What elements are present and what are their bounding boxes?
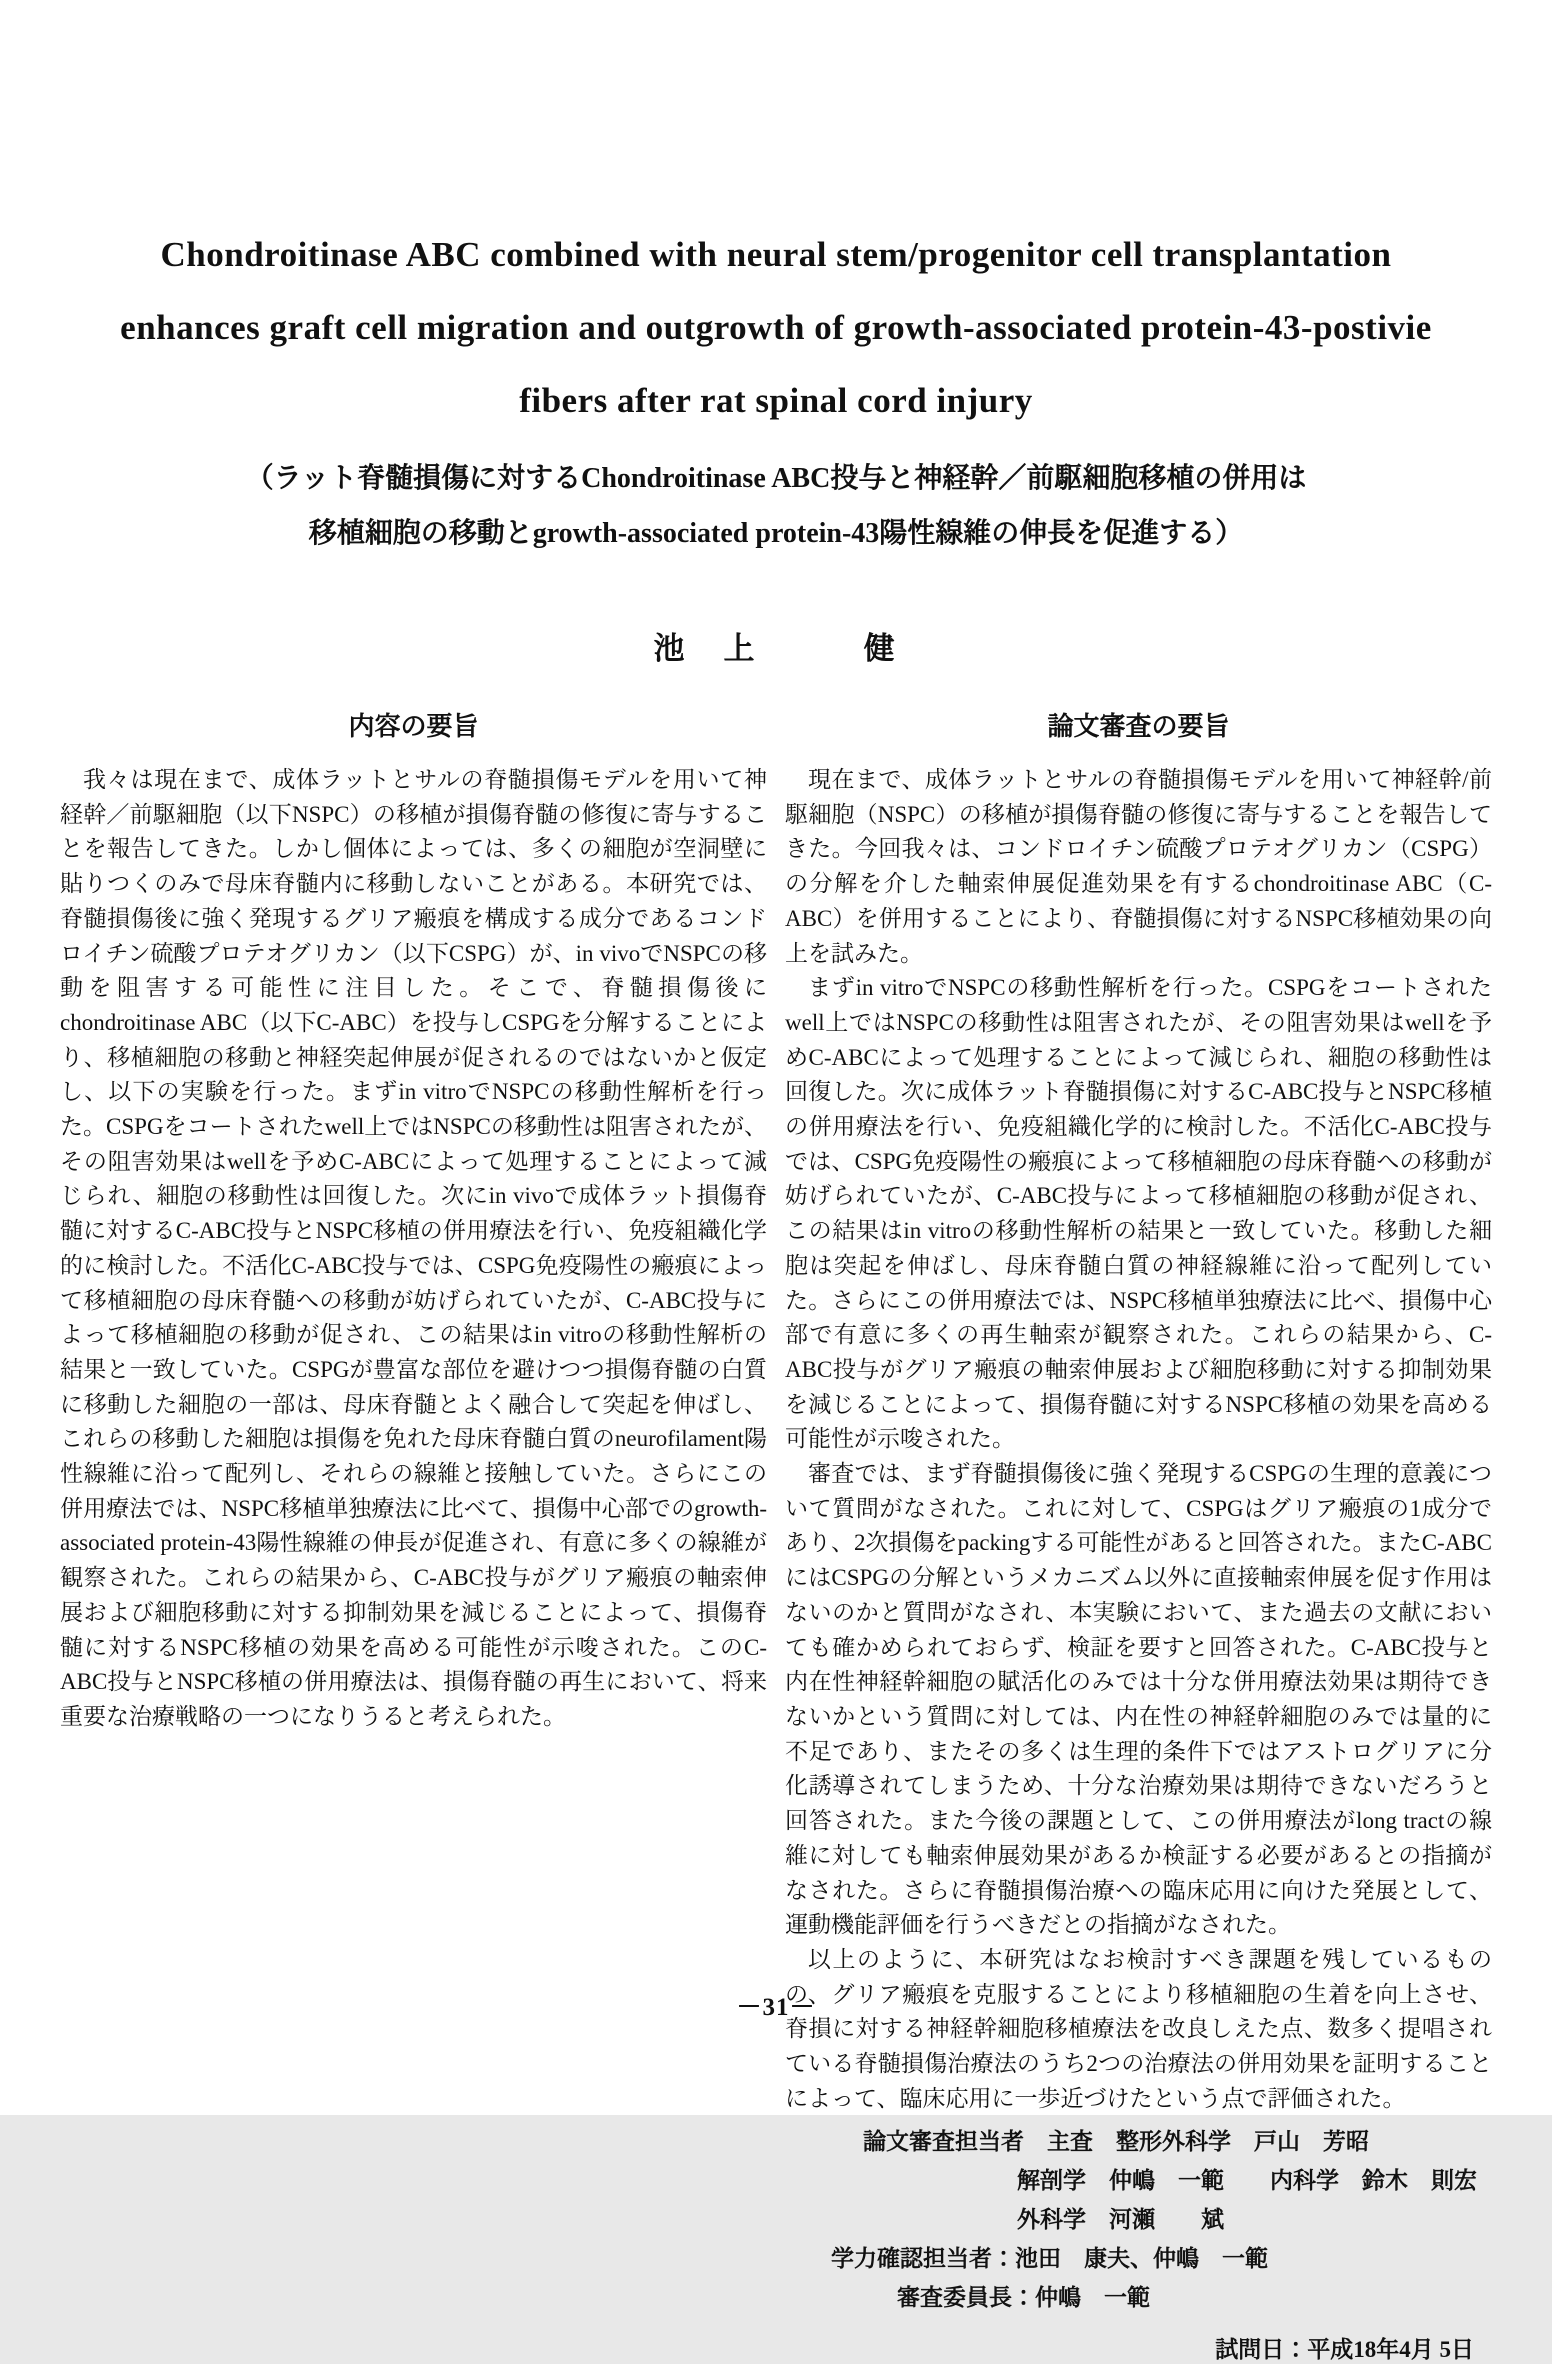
column-review-summary [785,706,1492,2364]
title-english-line-3: fibers after rat spinal cord injury [519,381,1033,420]
review-paragraph-3: 審査では、まず脊髄損傷後に強く発現するCSPGの生理的意義について質問がなされた。これに対して、CSPGはグリア瘢痕の1成分であり、2次損傷をpackingする可能性があると回答された。またC-ABCにはCSPGの分解というメカニズム以外に直接軸索伸展を促す作用はないのかと質問がなされ、本実験において、また過去の文献においても確かめられておらず、検証を要すと回答された。C-ABC投与と内在性神経幹細胞の賦活化のみでは十分な併用療法効果は期待できないかという質問に対しては、内在性の神経幹細胞のみでは量的に不足であり、またその多くは生理的条件下ではアストログリアに分化誘導されてしまうため、十分な治療効果は期待できないだろうと回答された。また今後の課題として、この併用療法がlong tractの線維に対しても軸索伸展効果があるか検証する必要があるとの指摘がなされた。さらに脊髄損傷治療への臨床応用に向けた発展として、運動機能評価を行うべきだとの指摘がなされた。 [785,1461,1492,1938]
committee-chair-line: 審査委員長：仲嶋 一範 [897,2285,1150,2311]
committee-examiners-line: 論文審査担当者 主査 整形外科学 戸山 芳昭 [863,2129,1369,2155]
committee-anatomy-internal-line: 解剖学 仲嶋 一範 内科学 鈴木 則宏 [1017,2168,1477,2194]
title-english-line-1: Chondroitinase ABC combined with neural stem/progenitor cell transplantation [160,235,1392,274]
committee-block [785,2122,1492,2317]
author-name: 池 上 健 [653,631,899,666]
committee-surgery-line: 外科学 河瀬 斌 [1017,2207,1224,2233]
title-japanese-line-1: （ラット脊髄損傷に対するChondroitinase ABC投与と神経幹／前駆細胞移植の併用は [245,463,1307,494]
academic-confirmation-line: 学力確認担当者：池田 康夫、仲嶋 一範 [831,2246,1268,2272]
two-column-body [0,706,1552,2364]
exam-date: 試問日：平成18年4月 5日 [1215,2337,1474,2363]
content-summary-paragraph: 我々は現在まで、成体ラットとサルの脊髄損傷モデルを用いて神経幹／前駆細胞（以下NSPC）の移植が損傷脊髄の修復に寄与することを報告してきた。しかし個体によっては、多くの細胞が空洞壁に貼りつくのみで母床脊髄内に移動しないことがある。本研究では、脊髄損傷後に強く発現するグリア瘢痕を構成する成分であるコンドロイチン硫酸プロテオグリカン（以下CSPG）が、in vivoでNSPCの移動を阻害する可能性に注目した。そこで、脊髄損傷後にchondroitinase ABC（以下C-ABC）を投与しCSPGを分解することにより、移植細胞の移動と神経突起伸展が促されるのではないかと仮定し、以下の実験を行った。まずin vitroでNSPCの移動性解析を行った。CSPGをコートされたwell上ではNSPCの移動性は阻害されたが、その阻害効果はwellを予めC-ABCによって処理することによって減じられ、細胞の移動性は回復した。次にin vivoで成体ラット損傷脊髄に対するC-ABC投与とNSPC移植の併用療法を行い、免疫組織化学的に検討した。不活化C-ABC投与では、CSPG免疫陽性の瘢痕によって移植細胞の母床脊髄への移動が妨げられていたが、C-ABC投与によって移植細胞の移動が促され、この結果はin vitroの移動性解析の結果と一致していた。CSPGが豊富な部位を避けつつ損傷脊髄の白質に移動した細胞の一部は、母床脊髄とよく融合して突起を伸ばし、これらの移動した細胞は損傷を免れた母床脊髄白質のneurofilament陽性線維に沿って配列し、それらの線維と接触していた。さらにこの併用療法では、NSPC移植単独療法に比べて、損傷中心部でのgrowth-associated protein-43陽性線維の伸長が促進され、有意に多くの線維が観察された。これらの結果から、C-ABC投与がグリア瘢痕の軸索伸展および細胞移動に対する抑制効果を減じることによって、損傷脊髄に対するNSPC移植の効果を高める可能性が示唆された。このC-ABC投与とNSPC移植の併用療法は、損傷脊髄の再生において、将来重要な治療戦略の一つになりうると考えられた。 [60,767,767,1729]
review-paragraph-2: まずin vitroでNSPCの移動性解析を行った。CSPGをコートされたwell上ではNSPCの移動性は阻害されたが、その阻害効果はwellを予めC-ABCによって処理することによって減じられ、細胞の移動性は回復した。次に成体ラット脊髄損傷に対するC-ABC投与とNSPC移植の併用療法を行い、免疫組織化学的に検討した。不活化C-ABC投与では、CSPG免疫陽性の瘢痕によって移植細胞の母床脊髄への移動が妨げられていたが、C-ABC投与によって移植細胞の移動が促され、この結果はin vitroの移動性解析の結果と一致していた。移動した細胞は突起を伸ばし、母床脊髄白質の神経線維に沿って配列していた。さらにこの併用療法では、NSPC移植単独療法に比べ、損傷中心部で有意に多くの再生軸索が観察された。これらの結果から、C-ABC投与がグリア瘢痕の軸索伸展および細胞移動に対する抑制効果を減じることによって、損傷脊髄に対するNSPC移植の効果を高める可能性が示唆された。 [785,975,1493,1452]
title-japanese [0,451,1552,561]
review-paragraph-1: 現在まで、成体ラットとサルの脊髄損傷モデルを用いて神経幹/前駆細胞（NSPC）の移植が損傷脊髄の修復に寄与することを報告してきた。今回我々は、コンドロイチン硫酸プロテオグリカン（CSPG）の分解を介した軸索伸展促進効果を有するchondroitinase ABC（C-ABC）を併用することにより、脊髄損傷に対するNSPC移植効果の向上を試みた。 [785,767,1492,966]
left-column-heading: 内容の要旨 [348,712,479,741]
title-japanese-line-2: 移植細胞の移動とgrowth-associated protein-43陽性線維の伸長を促進する） [308,518,1244,549]
page-number: －31－ [736,1994,816,2021]
column-content-summary [60,706,767,2364]
title-english-line-2: enhances graft cell migration and outgrowth of growth-associated protein-43-postivie [120,308,1432,347]
title-block [0,0,1552,561]
review-paragraph-4: 以上のように、本研究はなお検討すべき課題を残しているものの、グリア瘢痕を克服することにより移植細胞の生着を向上させ、脊損に対する神経幹細胞移植療法を改良しえた点、数多く提唱されている脊髄損傷治療法のうち2つの治療法の併用効果を証明することによって、臨床応用に一歩近づけたという点で評価された。 [785,1946,1492,2111]
right-column-heading: 論文審査の要旨 [1047,712,1230,741]
